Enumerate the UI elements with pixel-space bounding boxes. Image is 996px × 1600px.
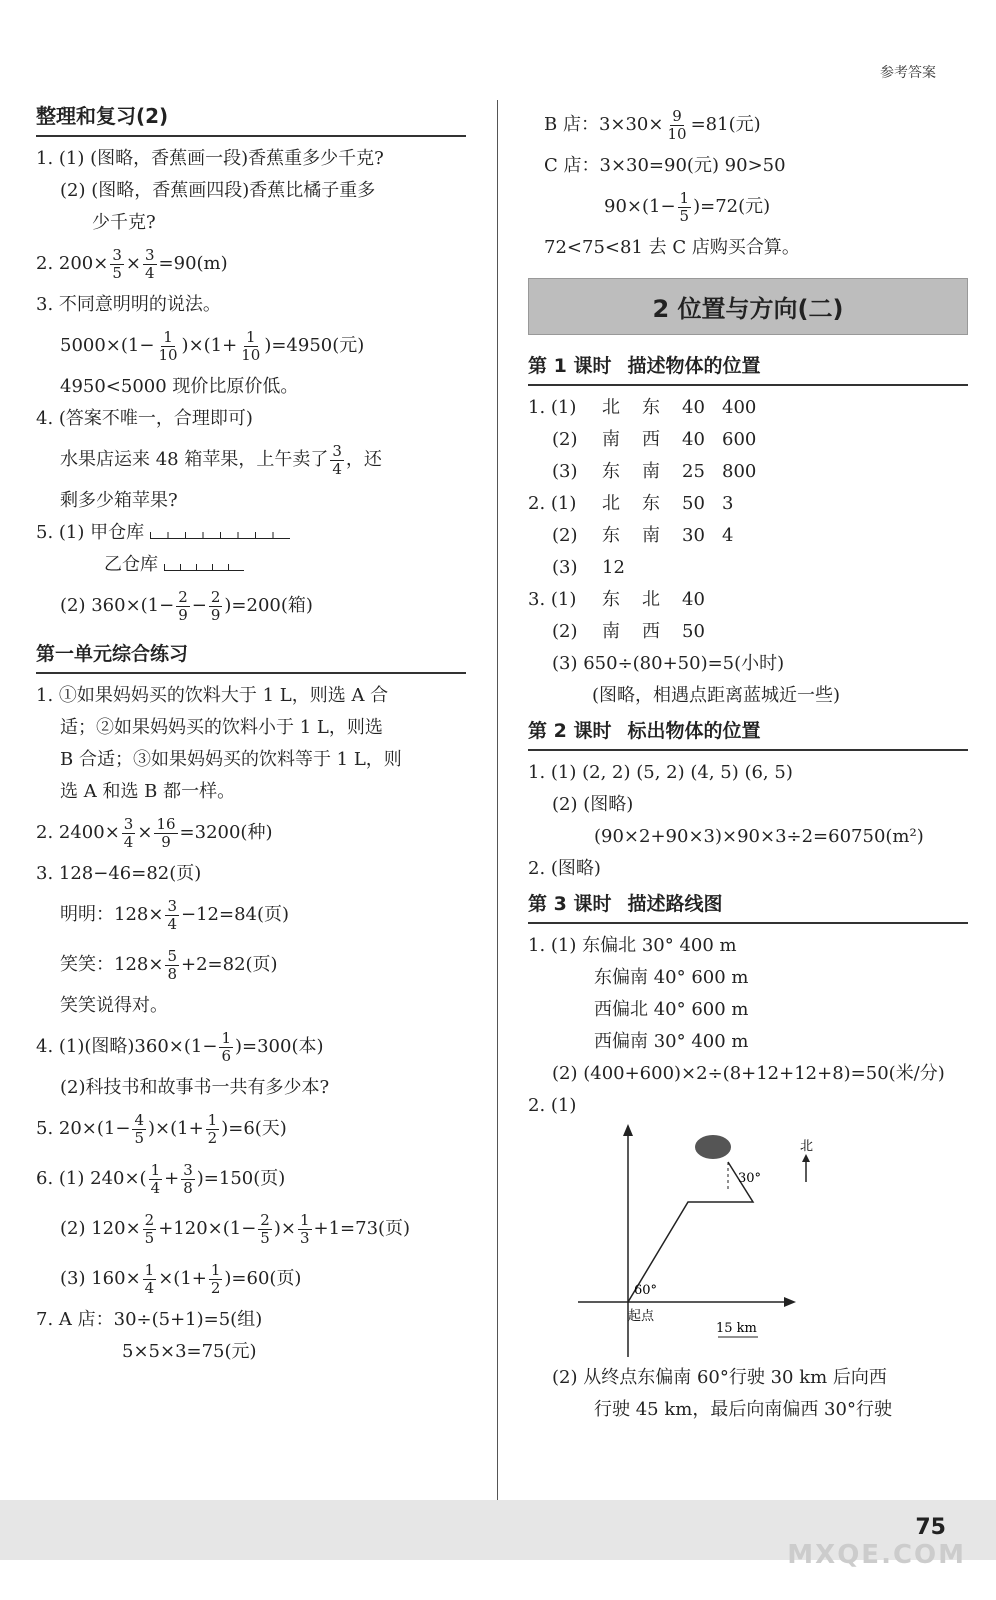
page-number: 75 xyxy=(915,1515,946,1540)
answer-line: 选 A 和选 B 都一样。 xyxy=(60,781,236,802)
section-title-review: 整理和复习(2) xyxy=(36,100,466,137)
x-axis-arrow xyxy=(784,1297,796,1307)
answer-cell: 30 xyxy=(682,525,705,546)
answer-cell: 50 xyxy=(682,493,705,514)
answer-cell: 东 xyxy=(642,397,660,418)
answer-cell: 南 xyxy=(602,621,620,642)
angle-label-60: 60° xyxy=(634,1283,658,1298)
lesson-1-answers xyxy=(528,392,968,648)
answer-line: (90×2+90×3)×90×3÷2=60750(m²) xyxy=(594,826,924,847)
answer-line: 72<75<81 去 C 店购买合算。 xyxy=(544,237,800,258)
answer-cell: 南 xyxy=(642,525,660,546)
answer-line: (2) (图略，香蕉画四段)香蕉比橘子重多 xyxy=(60,180,376,201)
answer-line: 少千克? xyxy=(92,212,156,233)
chapter-banner: 2 位置与方向(二) xyxy=(528,278,968,335)
answer-line: 2. 200× $\frac{3}{5}$ × $\frac{3}{4}$ =90(m) xyxy=(36,245,228,282)
answer-line: (3) 160× $\frac{1}{4}$ ×(1+ $\frac{1}{2}$ )=60(页) xyxy=(60,1260,302,1297)
answer-line: 4. (1)(图略)360×(1− $\frac{1}{6}$ )=300(本) xyxy=(36,1028,324,1065)
answer-row-prefix: (3) xyxy=(552,461,578,482)
start-label: 起点 xyxy=(628,1309,655,1324)
answer-line: 3. 不同意明明的说法。 xyxy=(36,294,221,315)
angle-label-30: 30° xyxy=(738,1171,762,1186)
answer-line: 笑笑：128× $\frac{5}{8}$ +2=82(页) xyxy=(60,946,278,983)
answer-line: 2. 2400× $\frac{3}{4}$ × $\frac{16}{9}$ =3200(种) xyxy=(36,814,273,851)
answer-cell: 12 xyxy=(602,557,625,578)
answer-line: 行驶 45 km，最后向南偏西 30°行驶 xyxy=(594,1399,892,1420)
answer-line: 2. (图略) xyxy=(528,858,601,879)
answer-row xyxy=(528,520,968,552)
answer-line: (2) 120× $\frac{2}{5}$ +120×(1− $\frac{2}{5}$ )× $\frac{1}{3}$ +1=73(页) xyxy=(60,1210,411,1247)
answer-cell: 4 xyxy=(722,525,734,546)
answer-line: 适；②如果妈妈买的饮料小于 1 L，则选 xyxy=(60,717,383,738)
lesson-3-title: 第 3 课时 描述路线图 xyxy=(528,889,968,924)
ship-icon xyxy=(695,1135,731,1159)
answer-cell: 南 xyxy=(642,461,660,482)
watermark: MXQE.COM xyxy=(787,1540,966,1570)
answer-cell: 600 xyxy=(722,429,757,450)
answer-row xyxy=(528,616,968,648)
answer-line: (3) 650÷(80+50)=5(小时) xyxy=(552,653,785,674)
answer-line: 4. (答案不唯一，合理即可) xyxy=(36,408,253,429)
answer-line: 6. (1) 240×( $\frac{1}{4}$ + $\frac{3}{8}$ )=150(页) xyxy=(36,1160,286,1197)
answer-row-prefix: 1. (1) xyxy=(528,397,577,418)
answer-line: 1. (1) (图略，香蕉画一段)香蕉重多少千克? xyxy=(36,148,384,169)
answer-line: 水果店运来 48 箱苹果，上午卖了 $\frac{3}{4}$ ，还 xyxy=(60,441,382,478)
answer-row-prefix: (2) xyxy=(552,429,578,450)
answer-cell: 西 xyxy=(642,621,660,642)
answer-cell: 西 xyxy=(642,429,660,450)
answer-line: (2)科技书和故事书一共有多少本? xyxy=(60,1077,330,1098)
lesson-2-title: 第 2 课时 标出物体的位置 xyxy=(528,716,968,751)
answer-row xyxy=(528,552,968,584)
answer-cell: 东 xyxy=(602,589,620,610)
y-axis-arrow xyxy=(623,1124,633,1136)
answer-line: 5. 20×(1− $\frac{4}{5}$ )×(1+ $\frac{1}{2}$ )=6(天) xyxy=(36,1110,287,1147)
answer-line: 4950<5000 现价比原价低。 xyxy=(60,376,299,397)
answer-cell: 北 xyxy=(602,493,620,514)
answer-line: (2) (400+600)×2÷(8+12+12+8)=50(米/分) xyxy=(552,1063,945,1084)
segment-bar-a xyxy=(150,528,290,539)
answer-line: 3. 128−46=82(页) xyxy=(36,863,202,884)
answer-row xyxy=(528,584,968,616)
answer-line: 1. (1) 东偏北 30° 400 m xyxy=(528,935,737,956)
header-label: 参考答案 xyxy=(880,65,936,81)
answer-line: C 店：3×30=90(元) 90>50 xyxy=(544,155,786,176)
answer-cell: 400 xyxy=(722,397,757,418)
answer-line: (2) (图略) xyxy=(552,794,634,815)
north-label: 北 xyxy=(800,1139,814,1154)
answer-row xyxy=(528,456,968,488)
answer-row-prefix: 2. (1) xyxy=(528,493,577,514)
answer-cell: 南 xyxy=(602,429,620,450)
answer-line: 西偏北 40° 600 m xyxy=(594,999,749,1020)
answer-cell: 40 xyxy=(682,589,705,610)
answer-line: B 店：3×30× $\frac{9}{10}$ =81(元) xyxy=(544,106,761,143)
answer-cell: 3 xyxy=(722,493,734,514)
answer-cell: 800 xyxy=(722,461,757,482)
answer-line: 西偏南 30° 400 m xyxy=(594,1031,749,1052)
answer-cell: 北 xyxy=(602,397,620,418)
answer-cell: 50 xyxy=(682,621,705,642)
answer-cell: 40 xyxy=(682,429,705,450)
answer-line: 1. (1) (2, 2) (5, 2) (4, 5) (6, 5) xyxy=(528,762,793,783)
route-diagram-svg xyxy=(568,1122,988,1362)
answer-cell: 东 xyxy=(642,493,660,514)
left-column xyxy=(36,100,466,1368)
answer-row xyxy=(528,488,968,520)
answer-line: 7. A 店：30÷(5+1)=5(组) xyxy=(36,1309,263,1330)
answer-line: 东偏南 40° 600 m xyxy=(594,967,749,988)
answer-row xyxy=(528,424,968,456)
answer-line: (2) 从终点东偏南 60°行驶 30 km 后向西 xyxy=(552,1367,887,1388)
answer-line: 明明：128× $\frac{3}{4}$ −12=84(页) xyxy=(60,896,290,933)
answer-line: 1. ①如果妈妈买的饮料大于 1 L，则选 A 合 xyxy=(36,685,389,706)
answer-cell: 25 xyxy=(682,461,705,482)
route-diagram xyxy=(568,1122,988,1362)
segment-bar-b xyxy=(164,560,244,571)
route-path xyxy=(628,1162,753,1302)
answer-cell: 北 xyxy=(642,589,660,610)
answer-row-prefix: (2) xyxy=(552,621,578,642)
answer-line: 笑笑说得对。 xyxy=(60,995,168,1016)
column-divider xyxy=(497,100,498,1500)
answer-line: 乙仓库 xyxy=(36,549,466,581)
answer-line: 5. (1) 甲仓库 xyxy=(36,517,466,549)
answer-row-prefix: (2) xyxy=(552,525,578,546)
answer-line: 5×5×3=75(元) xyxy=(122,1341,257,1362)
lesson-1-title: 第 1 课时 描述物体的位置 xyxy=(528,351,968,386)
answer-cell: 东 xyxy=(602,461,620,482)
right-column xyxy=(528,100,968,1426)
answer-cell: 东 xyxy=(602,525,620,546)
answer-line: 5000×(1− $\frac{1}{10}$ )×(1+ $\frac{1}{10}$ )=4950(元) xyxy=(60,327,365,364)
section-title-unit-practice: 第一单元综合练习 xyxy=(36,639,466,674)
answer-cell: 40 xyxy=(682,397,705,418)
answer-line: 剩多少箱苹果? xyxy=(60,490,178,511)
north-arrowhead xyxy=(802,1154,810,1162)
answer-line: (图略，相遇点距离蓝城近一些) xyxy=(592,685,841,706)
answer-line: (2) 360×(1− $\frac{2}{9}$ − $\frac{2}{9}$ )=200(箱) xyxy=(60,587,313,624)
answer-row-prefix: (3) xyxy=(552,557,578,578)
scale-label: 15 km xyxy=(716,1321,757,1336)
answer-line: 90×(1− $\frac{1}{5}$ )=72(元) xyxy=(604,188,771,225)
answer-row xyxy=(528,392,968,424)
answer-line: B 合适；③如果妈妈买的饮料等于 1 L，则 xyxy=(60,749,402,770)
answer-line: 2. (1) xyxy=(528,1095,577,1116)
answer-row-prefix: 3. (1) xyxy=(528,589,577,610)
